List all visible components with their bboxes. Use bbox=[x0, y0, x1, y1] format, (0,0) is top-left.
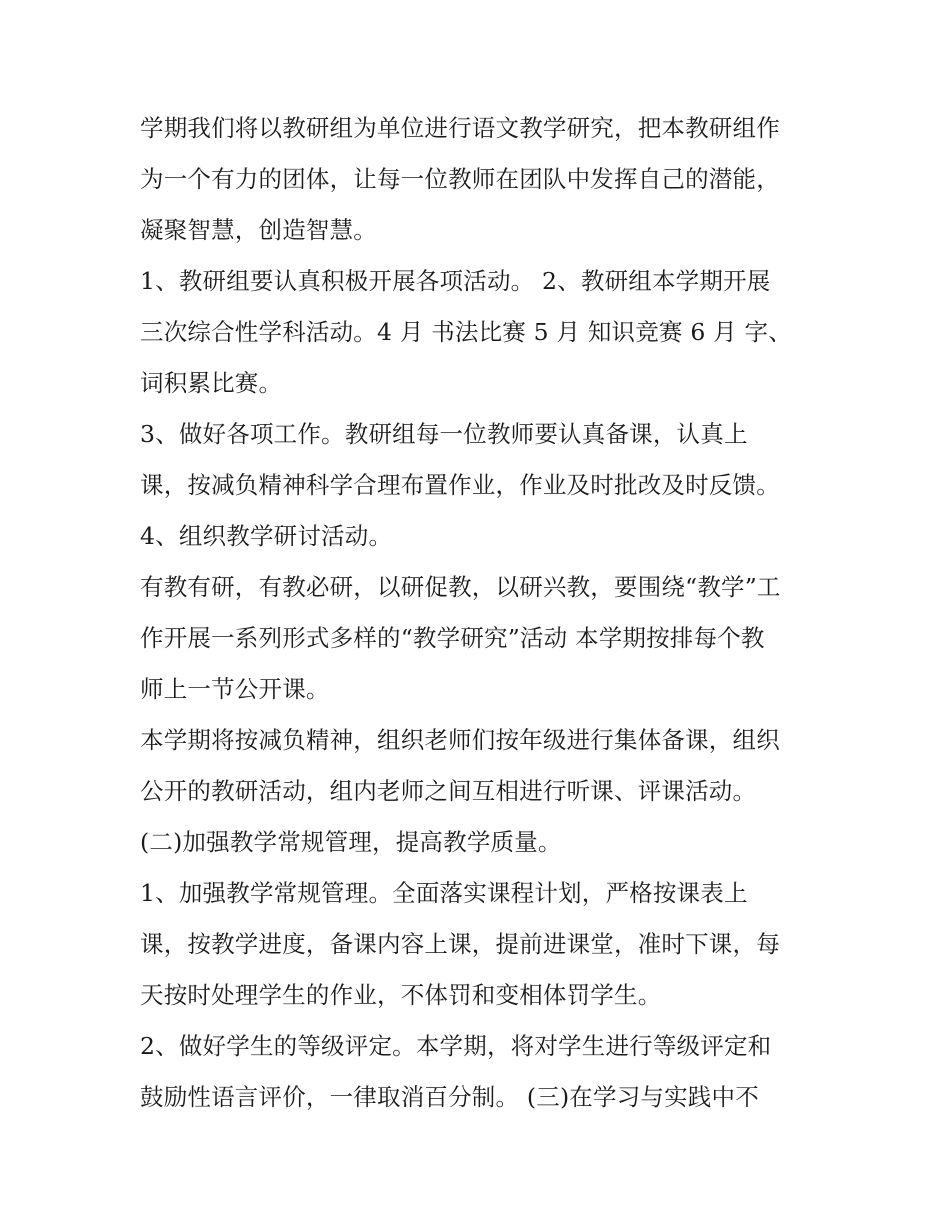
text-line: 为一个有力的团体，让每一位教师在团队中发挥自己的潜能， bbox=[140, 165, 780, 193]
text-line: 1、教研组要认真积极开展各项活动。 2、教研组本学期开展 bbox=[140, 267, 771, 295]
text-line: 鼓励性语言评价，一律取消百分制。 (三)在学习与实践中不 bbox=[140, 1083, 759, 1111]
text-line: 师上一节公开课。 bbox=[140, 675, 330, 703]
text-line: 学期我们将以教研组为单位进行语文教学研究，把本教研组作 bbox=[140, 114, 780, 142]
text-line: 词积累比赛。 bbox=[140, 369, 283, 397]
text-line: 公开的教研活动，组内老师之间互相进行听课、评课活动。 bbox=[140, 777, 757, 805]
text-line: 3、做好各项工作。教研组每一位教师要认真备课，认真上 bbox=[140, 420, 748, 448]
text-line: 三次综合性学科活动。4 月 书法比赛 5 月 知识竞赛 6 月 字、 bbox=[140, 318, 792, 346]
text-line: 本学期将按减负精神，组织老师们按年级进行集体备课，组织 bbox=[140, 726, 780, 754]
text-line: 课，按减负精神科学合理布置作业，作业及时批改及时反馈。 bbox=[140, 471, 780, 499]
text-line: 1、加强教学常规管理。全面落实课程计划，严格按课表上 bbox=[140, 879, 748, 907]
document-body bbox=[140, 103, 830, 1123]
text-line: 作开展一系列形式多样的“教学研究”活动 本学期按排每个教 bbox=[140, 624, 765, 652]
text-line: 课，按教学进度，备课内容上课，提前进课堂，准时下课，每 bbox=[140, 930, 780, 958]
text-line: 天按时处理学生的作业，不体罚和变相体罚学生。 bbox=[140, 981, 662, 1009]
text-line: 凝聚智慧，创造智慧。 bbox=[140, 216, 377, 244]
text-line: 4、组织教学研讨活动。 bbox=[140, 522, 393, 550]
text-line: 有教有研，有教必研，以研促教，以研兴教，要围绕“教学”工 bbox=[140, 573, 781, 601]
text-line: (二)加强教学常规管理，提高教学质量。 bbox=[140, 828, 562, 856]
text-line: 2、做好学生的等级评定。本学期，将对学生进行等级评定和 bbox=[140, 1032, 772, 1060]
